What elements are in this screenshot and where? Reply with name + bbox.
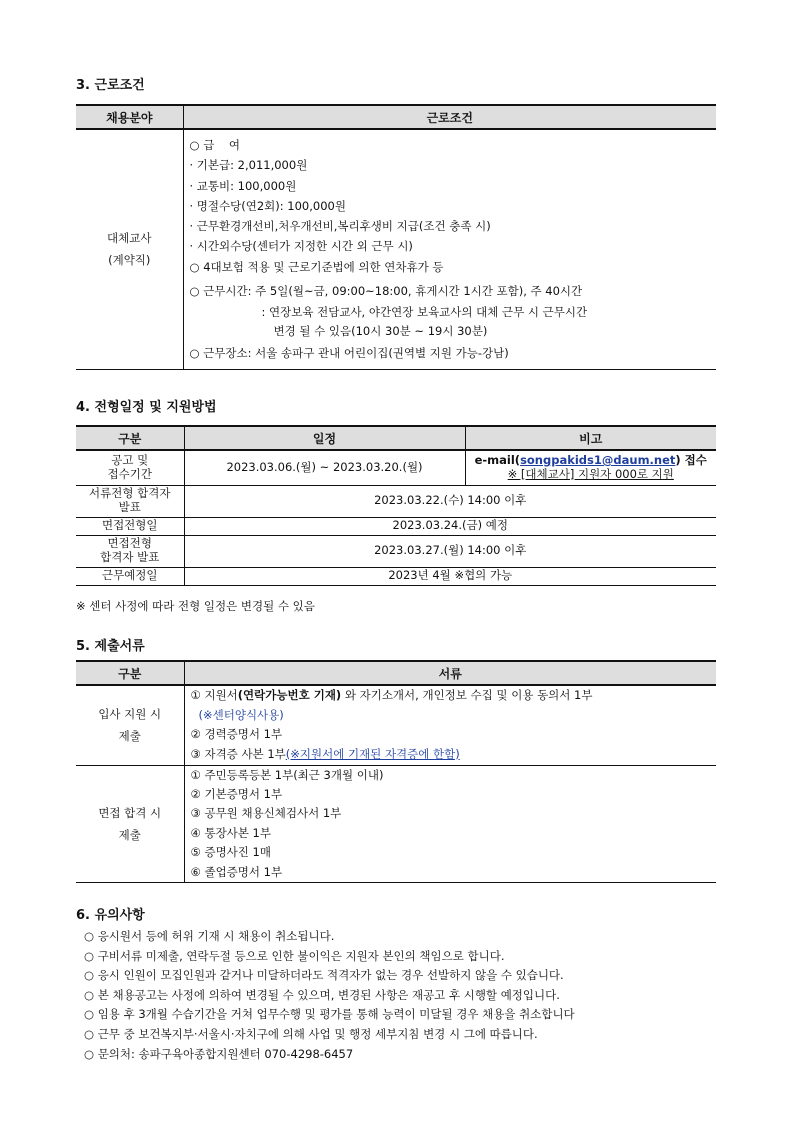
header-schedule: 일정 — [184, 426, 465, 450]
list-item: ○ 문의처: 송파구육아종합지원센터 070-4298-6457 — [84, 1046, 354, 1061]
email-link[interactable]: songpakids1@daum.net — [520, 452, 676, 467]
doc-item — [191, 686, 711, 706]
work-hours-note-2: 변경 될 수 있음(10시 30분 ~ 19시 30분) — [273, 324, 488, 339]
group-docs — [184, 765, 716, 882]
work-location: ○ 근무장소: 서울 송파구 관내 어린이집(권역별 지원 가능-강남) — [189, 346, 509, 361]
row-label — [76, 517, 184, 535]
group-label-line: 면접 합격 시 — [98, 805, 162, 820]
table-row — [76, 517, 716, 535]
work-conditions-table — [76, 104, 716, 370]
overtime-pay: · 시간외수당(센터가 지정한 시간 외 근무 시) — [189, 239, 413, 254]
row-label — [76, 485, 184, 517]
row-label-line: 발표 — [118, 500, 141, 514]
section4-title: 4. 전형일정 및 지원방법 — [76, 400, 217, 415]
section6-title: 6. 유의사항 — [76, 908, 145, 923]
doc-item: ① 주민등록등본 1부(최근 3개월 이내) — [190, 767, 384, 782]
list-item: ○ 근무 중 보건복지부·서울시·자치구에 의해 사업 및 행정 세부지침 변경 시 그에 따릅니다. — [84, 1026, 538, 1041]
row-label-line: 근무예정일 — [101, 568, 158, 583]
list-item: ○ 응시 인원이 모집인원과 같거나 미달하더라도 적격자가 없는 경우 선발하지 않을 수 있습니다. — [84, 968, 564, 983]
group-label — [76, 685, 184, 765]
table-row — [76, 485, 716, 517]
salary-heading: ○ 급 여 — [189, 137, 241, 152]
row-remarks — [465, 450, 716, 485]
section3-title: 3. 근로조건 — [76, 78, 145, 93]
header-remarks: 비고 — [465, 426, 716, 450]
doc-item-note: (※지원서에 기재된 자격증에 한함) — [285, 746, 460, 761]
header-category: 구분 — [76, 426, 184, 450]
doc-item-text: ③ 자격증 사본 1부 — [190, 746, 286, 761]
row-schedule: 2023.03.27.(월) 14:00 이후 — [184, 535, 716, 567]
field-cell — [76, 129, 183, 369]
group-docs — [184, 685, 716, 765]
documents-table — [76, 660, 716, 883]
doc-item: ⑤ 증명사진 1매 — [190, 845, 271, 860]
holiday-allowance: · 명절수당(연2회): 100,000원 — [189, 198, 346, 213]
group-label — [76, 765, 184, 882]
row-label — [76, 450, 184, 485]
table-row — [76, 567, 716, 585]
doc-item: ③ 공무원 채용신체검사서 1부 — [190, 806, 342, 821]
base-pay: · 기본급: 2,011,000원 — [189, 158, 308, 173]
row-label — [76, 535, 184, 567]
email-line — [470, 454, 713, 468]
extra-allowances: · 근무환경개선비,처우개선비,복리후생비 지급(조건 충족 시) — [189, 219, 491, 234]
email-prefix: e-mail( — [474, 452, 521, 467]
apply-note: ※ [대체교사] 지원자 000로 지원 — [507, 466, 674, 481]
doc-item: ⑥ 졸업증명서 1부 — [190, 864, 283, 879]
notice-list — [84, 927, 575, 1064]
doc-item-text: 와 자기소개서, 개인정보 수집 및 이용 동의서 1부 — [341, 688, 593, 703]
list-item: ○ 임용 후 3개월 수습기간을 거쳐 업무수행 및 평가를 통해 능력이 미달될 경우 채용을 취소합니다 — [84, 1007, 575, 1022]
doc-item-emphasis: (연락가능번호 기재) — [237, 688, 342, 703]
header-documents: 서류 — [184, 661, 716, 685]
row-schedule: 2023년 4월 ※협의 가능 — [184, 567, 716, 585]
list-item: ○ 구비서류 미제출, 연락두절 등으로 인한 불이익은 지원자 본인의 책임으로 합니다. — [84, 948, 505, 963]
work-hours: ○ 근무시간: 주 5일(월~금, 09:00~18:00, 휴게시간 1시간 포함), 주 40시간 — [189, 283, 583, 298]
doc-item: ② 경력증명서 1부 — [190, 727, 283, 742]
table-row — [76, 765, 716, 882]
group-label-line: 제출 — [118, 729, 141, 744]
table-row — [76, 535, 716, 567]
list-item: ○ 본 채용공고는 사정에 의하여 변경될 수 있으며, 변경된 사항은 재공고 후 시행할 예정입니다. — [84, 987, 560, 1002]
row-label-line: 면접전형일 — [101, 518, 158, 533]
row-schedule: 2023.03.24.(금) 예정 — [184, 517, 716, 535]
table-row — [76, 685, 716, 765]
header-field: 채용분야 — [76, 105, 183, 129]
row-label-line: 공고 및 — [111, 452, 149, 467]
insurance: ○ 4대보험 적용 및 근로기준법에 의한 연차휴가 등 — [189, 259, 444, 274]
doc-item-form-note: (※센터양식사용) — [198, 707, 284, 722]
doc-item: ④ 통장사본 1부 — [190, 825, 271, 840]
schedule-footnote: ※ 센터 사정에 따라 전형 일정은 변경될 수 있음 — [76, 599, 315, 613]
row-label-line: 서류전형 합격자 — [89, 486, 171, 501]
row-label-line: 면접전형 — [107, 536, 152, 551]
field-name: 대체교사 — [107, 231, 152, 246]
field-type: (계약직) — [108, 253, 151, 268]
row-schedule: 2023.03.06.(월) ~ 2023.03.20.(월) — [184, 450, 465, 485]
row-label — [76, 567, 184, 585]
group-label-line: 제출 — [118, 827, 141, 842]
doc-item: ② 기본증명서 1부 — [190, 786, 283, 801]
row-schedule: 2023.03.22.(수) 14:00 이후 — [184, 485, 716, 517]
list-item: ○ 응시원서 등에 허위 기재 시 채용이 취소됩니다. — [84, 929, 335, 943]
doc-item — [191, 745, 711, 765]
transport-pay: · 교통비: 100,000원 — [189, 178, 297, 193]
conditions-cell — [183, 129, 716, 369]
work-hours-note: : 연장보육 전담교사, 야간연장 보육교사의 대체 근무 시 근무시간 — [261, 305, 588, 320]
email-suffix: ) 접수 — [675, 452, 707, 467]
group-label-line: 입사 지원 시 — [98, 707, 162, 722]
doc-item-text: ① 지원서 — [190, 688, 238, 703]
header-conditions: 근로조건 — [183, 105, 716, 129]
section5-title: 5. 제출서류 — [76, 639, 145, 654]
header-category: 구분 — [76, 661, 184, 685]
schedule-table — [76, 425, 716, 586]
row-label-line: 합격자 발표 — [100, 550, 160, 564]
row-label-line: 접수기간 — [107, 466, 152, 481]
table-row — [76, 450, 716, 485]
